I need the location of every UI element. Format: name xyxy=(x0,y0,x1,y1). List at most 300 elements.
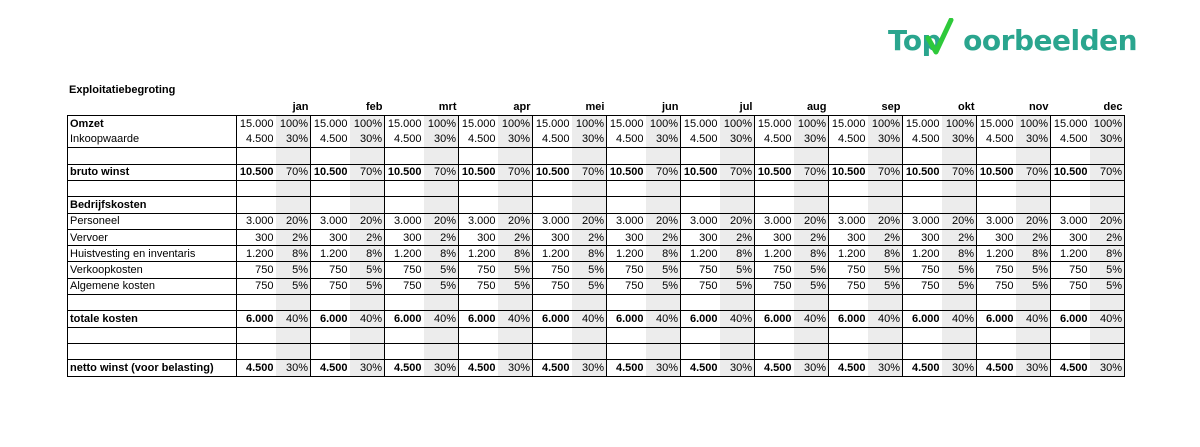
percent-cell: 20% xyxy=(572,213,607,229)
amount-cell: 6.000 xyxy=(385,311,424,327)
amount-cell xyxy=(755,327,794,343)
percent-cell: 2% xyxy=(498,229,533,245)
table-row xyxy=(68,229,1125,245)
amount-cell xyxy=(903,295,942,311)
row-label: totale kosten xyxy=(68,311,237,327)
percent-cell xyxy=(424,148,459,164)
percent-cell: 30% xyxy=(794,132,829,148)
amount-cell xyxy=(311,148,350,164)
amount-cell xyxy=(607,343,646,359)
amount-cell: 4.500 xyxy=(1051,360,1090,376)
amount-cell: 300 xyxy=(237,229,276,245)
percent-cell: 5% xyxy=(942,278,977,294)
percent-cell xyxy=(720,180,755,196)
amount-cell: 4.500 xyxy=(911,133,940,146)
percent-cell: 100% xyxy=(1016,115,1051,131)
percent-cell: 70% xyxy=(350,164,385,180)
amount-cell xyxy=(903,197,942,213)
row-label: Huistvesting en inventaris xyxy=(68,246,237,262)
percent-cell: 30% xyxy=(350,360,385,376)
percent-cell: 30% xyxy=(1090,360,1125,376)
percent-cell xyxy=(498,295,533,311)
percent-cell: 40% xyxy=(720,311,755,327)
amount-cell: 4.500 xyxy=(615,133,644,146)
amount-cell xyxy=(903,327,942,343)
amount-cell: 750 xyxy=(607,278,646,294)
checkmark-icon xyxy=(924,18,954,58)
amount-cell: 4.500 xyxy=(977,360,1016,376)
percent-cell xyxy=(572,148,607,164)
percent-cell xyxy=(498,180,533,196)
amount-cell xyxy=(533,180,572,196)
amount-cell xyxy=(681,343,720,359)
percent-cell: 8% xyxy=(424,246,459,262)
amount-cell: 4.500 xyxy=(903,360,942,376)
percent-cell xyxy=(1090,197,1125,213)
amount-cell: 1.200 xyxy=(977,246,1016,262)
amount-cell xyxy=(237,197,276,213)
percent-cell xyxy=(276,197,311,213)
amount-cell xyxy=(533,148,572,164)
sheet-title: Exploitatiebegroting xyxy=(69,84,176,96)
table-row xyxy=(68,132,1125,148)
percent-cell xyxy=(572,327,607,343)
percent-cell: 8% xyxy=(868,246,903,262)
percent-cell xyxy=(794,343,829,359)
percent-cell xyxy=(498,148,533,164)
amount-cell: 10.500 xyxy=(237,164,276,180)
amount-cell xyxy=(977,148,1016,164)
percent-cell: 2% xyxy=(276,229,311,245)
percent-cell xyxy=(794,148,829,164)
percent-cell: 70% xyxy=(868,164,903,180)
percent-cell xyxy=(498,197,533,213)
percent-cell: 2% xyxy=(942,229,977,245)
amount-cell xyxy=(385,180,424,196)
amount-cell xyxy=(829,180,868,196)
amount-cell xyxy=(533,343,572,359)
percent-cell xyxy=(350,148,385,164)
percent-cell: 20% xyxy=(720,213,755,229)
amount-cell: 15.000 xyxy=(829,115,868,131)
percent-cell: 5% xyxy=(1016,278,1051,294)
percent-cell xyxy=(720,197,755,213)
percent-cell xyxy=(868,295,903,311)
percent-cell: 5% xyxy=(794,278,829,294)
amount-cell: 750 xyxy=(903,262,942,278)
amount-cell: 750 xyxy=(311,262,350,278)
percent-cell xyxy=(276,295,311,311)
amount-cell: 6.000 xyxy=(237,311,276,327)
amount-cell xyxy=(459,295,498,311)
percent-cell: 30% xyxy=(646,132,681,148)
percent-cell: 70% xyxy=(646,164,681,180)
amount-cell: 6.000 xyxy=(533,311,572,327)
percent-cell xyxy=(350,295,385,311)
amount-cell: 1.200 xyxy=(1051,246,1090,262)
percent-cell: 40% xyxy=(1090,311,1125,327)
amount-cell xyxy=(607,180,646,196)
amount-cell: 750 xyxy=(459,278,498,294)
amount-cell: 4.500 xyxy=(541,133,570,146)
month-header: feb xyxy=(366,100,383,113)
percent-cell xyxy=(276,327,311,343)
amount-cell: 4.500 xyxy=(985,133,1014,146)
percent-cell: 40% xyxy=(572,311,607,327)
percent-cell xyxy=(868,327,903,343)
amount-cell: 4.500 xyxy=(311,360,350,376)
percent-cell xyxy=(350,327,385,343)
percent-cell xyxy=(720,327,755,343)
amount-cell: 1.200 xyxy=(237,246,276,262)
percent-cell: 30% xyxy=(942,132,977,148)
percent-cell: 2% xyxy=(350,229,385,245)
percent-cell xyxy=(276,148,311,164)
amount-cell: 6.000 xyxy=(681,311,720,327)
percent-cell: 5% xyxy=(868,262,903,278)
table-row xyxy=(68,295,1125,311)
percent-cell: 5% xyxy=(350,262,385,278)
percent-cell: 5% xyxy=(276,278,311,294)
amount-cell xyxy=(311,343,350,359)
percent-cell xyxy=(424,295,459,311)
percent-cell: 30% xyxy=(720,132,755,148)
amount-cell: 750 xyxy=(681,278,720,294)
percent-cell: 40% xyxy=(276,311,311,327)
amount-cell xyxy=(385,295,424,311)
amount-cell: 3.000 xyxy=(681,213,720,229)
amount-cell xyxy=(829,197,868,213)
month-header: aug xyxy=(806,100,827,113)
amount-cell: 6.000 xyxy=(1051,311,1090,327)
amount-cell: 15.000 xyxy=(237,115,276,131)
percent-cell: 20% xyxy=(868,213,903,229)
amount-cell: 6.000 xyxy=(829,311,868,327)
percent-cell: 100% xyxy=(276,115,311,131)
percent-cell: 40% xyxy=(646,311,681,327)
percent-cell: 100% xyxy=(794,115,829,131)
amount-cell: 750 xyxy=(903,278,942,294)
percent-cell xyxy=(646,148,681,164)
percent-cell: 5% xyxy=(424,262,459,278)
percent-cell: 5% xyxy=(646,262,681,278)
percent-cell: 8% xyxy=(794,246,829,262)
amount-cell xyxy=(977,327,1016,343)
amount-cell xyxy=(607,148,646,164)
amount-cell xyxy=(533,327,572,343)
amount-cell: 750 xyxy=(385,278,424,294)
percent-cell xyxy=(350,197,385,213)
percent-cell xyxy=(942,327,977,343)
percent-cell: 30% xyxy=(868,132,903,148)
amount-cell xyxy=(1051,180,1090,196)
amount-cell xyxy=(459,180,498,196)
percent-cell: 8% xyxy=(572,246,607,262)
amount-cell xyxy=(755,180,794,196)
percent-cell xyxy=(1016,327,1051,343)
table-row xyxy=(68,246,1125,262)
amount-cell: 10.500 xyxy=(607,164,646,180)
percent-cell: 20% xyxy=(942,213,977,229)
row-label xyxy=(68,343,237,359)
amount-cell: 750 xyxy=(977,278,1016,294)
percent-cell xyxy=(350,343,385,359)
percent-cell: 100% xyxy=(498,115,533,131)
amount-cell: 4.500 xyxy=(607,360,646,376)
percent-cell xyxy=(1016,148,1051,164)
table-row xyxy=(68,197,1125,213)
amount-cell: 3.000 xyxy=(829,213,868,229)
amount-cell xyxy=(237,343,276,359)
percent-cell xyxy=(646,295,681,311)
percent-cell xyxy=(1090,327,1125,343)
percent-cell xyxy=(646,343,681,359)
percent-cell: 20% xyxy=(498,213,533,229)
percent-cell: 100% xyxy=(1090,115,1125,131)
percent-cell: 2% xyxy=(1016,229,1051,245)
percent-cell xyxy=(942,197,977,213)
amount-cell: 1.200 xyxy=(607,246,646,262)
percent-cell xyxy=(794,197,829,213)
percent-cell: 5% xyxy=(942,262,977,278)
percent-cell: 5% xyxy=(276,262,311,278)
amount-cell: 300 xyxy=(607,229,646,245)
table-row xyxy=(68,343,1125,359)
amount-cell: 300 xyxy=(1051,229,1090,245)
percent-cell: 5% xyxy=(572,278,607,294)
amount-cell xyxy=(829,148,868,164)
percent-cell xyxy=(572,180,607,196)
percent-cell: 40% xyxy=(350,311,385,327)
percent-cell: 8% xyxy=(720,246,755,262)
percent-cell: 100% xyxy=(424,115,459,131)
percent-cell xyxy=(1016,343,1051,359)
percent-cell: 2% xyxy=(720,229,755,245)
percent-cell: 100% xyxy=(720,115,755,131)
amount-cell: 1.200 xyxy=(385,246,424,262)
amount-cell: 10.500 xyxy=(459,164,498,180)
percent-cell xyxy=(350,180,385,196)
percent-cell: 20% xyxy=(276,213,311,229)
percent-cell: 8% xyxy=(1090,246,1125,262)
amount-cell xyxy=(533,295,572,311)
percent-cell xyxy=(794,327,829,343)
table-row xyxy=(68,115,1125,131)
percent-cell: 5% xyxy=(646,278,681,294)
percent-cell: 40% xyxy=(942,311,977,327)
amount-cell: 10.500 xyxy=(977,164,1016,180)
percent-cell: 5% xyxy=(350,278,385,294)
amount-cell xyxy=(755,197,794,213)
amount-cell: 10.500 xyxy=(311,164,350,180)
amount-cell xyxy=(237,327,276,343)
month-header: mei xyxy=(585,100,605,113)
percent-cell: 5% xyxy=(498,278,533,294)
amount-cell: 4.500 xyxy=(533,360,572,376)
amount-cell xyxy=(311,180,350,196)
logo-text-rest: oorbeelden xyxy=(963,24,1138,57)
row-label: Omzet xyxy=(68,115,237,131)
percent-cell xyxy=(720,295,755,311)
table-row xyxy=(68,148,1125,164)
amount-cell xyxy=(385,343,424,359)
amount-cell xyxy=(607,295,646,311)
percent-cell: 30% xyxy=(794,360,829,376)
percent-cell xyxy=(794,180,829,196)
amount-cell xyxy=(607,197,646,213)
amount-cell xyxy=(385,197,424,213)
percent-cell: 30% xyxy=(868,360,903,376)
amount-cell xyxy=(237,180,276,196)
table-row xyxy=(68,311,1125,327)
amount-cell: 10.500 xyxy=(1051,164,1090,180)
amount-cell: 4.500 xyxy=(755,360,794,376)
percent-cell: 30% xyxy=(942,360,977,376)
amount-cell xyxy=(977,295,1016,311)
amount-cell: 300 xyxy=(385,229,424,245)
percent-cell: 8% xyxy=(1016,246,1051,262)
amount-cell: 15.000 xyxy=(977,115,1016,131)
amount-cell: 15.000 xyxy=(903,115,942,131)
percent-cell xyxy=(276,180,311,196)
amount-cell: 6.000 xyxy=(459,311,498,327)
percent-cell: 5% xyxy=(720,262,755,278)
percent-cell: 30% xyxy=(572,132,607,148)
amount-cell: 3.000 xyxy=(977,213,1016,229)
row-label xyxy=(68,148,237,164)
amount-cell: 10.500 xyxy=(681,164,720,180)
amount-cell xyxy=(681,148,720,164)
amount-cell xyxy=(1051,343,1090,359)
percent-cell xyxy=(498,343,533,359)
amount-cell: 4.500 xyxy=(237,360,276,376)
month-header: jul xyxy=(739,100,753,113)
table-row xyxy=(68,327,1125,343)
month-header: jan xyxy=(292,100,309,113)
percent-cell xyxy=(720,343,755,359)
amount-cell xyxy=(311,327,350,343)
month-header: jun xyxy=(662,100,679,113)
percent-cell: 5% xyxy=(1090,278,1125,294)
amount-cell: 4.500 xyxy=(245,133,274,146)
percent-cell: 8% xyxy=(350,246,385,262)
amount-cell xyxy=(681,327,720,343)
amount-cell xyxy=(681,197,720,213)
table-row xyxy=(68,164,1125,180)
amount-cell: 6.000 xyxy=(755,311,794,327)
percent-cell: 20% xyxy=(794,213,829,229)
amount-cell: 3.000 xyxy=(533,213,572,229)
percent-cell: 30% xyxy=(276,360,311,376)
amount-cell: 750 xyxy=(311,278,350,294)
amount-cell: 3.000 xyxy=(385,213,424,229)
amount-cell: 3.000 xyxy=(607,213,646,229)
percent-cell: 5% xyxy=(794,262,829,278)
percent-cell: 40% xyxy=(868,311,903,327)
amount-cell: 6.000 xyxy=(903,311,942,327)
percent-cell xyxy=(424,180,459,196)
percent-cell xyxy=(424,197,459,213)
percent-cell: 30% xyxy=(646,360,681,376)
amount-cell: 3.000 xyxy=(237,213,276,229)
percent-cell: 30% xyxy=(350,132,385,148)
percent-cell: 20% xyxy=(646,213,681,229)
amount-cell xyxy=(237,295,276,311)
percent-cell xyxy=(942,295,977,311)
amount-cell: 3.000 xyxy=(903,213,942,229)
amount-cell: 4.500 xyxy=(689,133,718,146)
amount-cell: 4.500 xyxy=(385,360,424,376)
amount-cell: 750 xyxy=(1051,278,1090,294)
amount-cell xyxy=(977,343,1016,359)
amount-cell: 1.200 xyxy=(311,246,350,262)
percent-cell xyxy=(868,197,903,213)
amount-cell: 750 xyxy=(237,278,276,294)
percent-cell: 5% xyxy=(1090,262,1125,278)
amount-cell: 750 xyxy=(829,262,868,278)
percent-cell xyxy=(276,343,311,359)
percent-cell: 70% xyxy=(1016,164,1051,180)
amount-cell: 750 xyxy=(977,262,1016,278)
percent-cell xyxy=(1016,197,1051,213)
percent-cell: 30% xyxy=(572,360,607,376)
amount-cell: 4.500 xyxy=(829,360,868,376)
amount-cell: 750 xyxy=(829,278,868,294)
percent-cell: 8% xyxy=(942,246,977,262)
percent-cell xyxy=(424,327,459,343)
percent-cell: 30% xyxy=(498,360,533,376)
percent-cell: 30% xyxy=(1016,360,1051,376)
amount-cell: 15.000 xyxy=(681,115,720,131)
amount-cell xyxy=(385,148,424,164)
percent-cell xyxy=(646,327,681,343)
month-header-row xyxy=(68,99,1125,115)
percent-cell xyxy=(794,295,829,311)
percent-cell: 2% xyxy=(572,229,607,245)
amount-cell: 15.000 xyxy=(459,115,498,131)
amount-cell xyxy=(385,327,424,343)
amount-cell xyxy=(1051,148,1090,164)
percent-cell: 20% xyxy=(1016,213,1051,229)
percent-cell: 5% xyxy=(572,262,607,278)
amount-cell xyxy=(311,295,350,311)
percent-cell xyxy=(1090,295,1125,311)
amount-cell: 1.200 xyxy=(681,246,720,262)
amount-cell xyxy=(829,327,868,343)
percent-cell: 20% xyxy=(1090,213,1125,229)
amount-cell: 750 xyxy=(459,262,498,278)
amount-cell: 750 xyxy=(755,262,794,278)
amount-cell xyxy=(681,180,720,196)
amount-cell: 6.000 xyxy=(977,311,1016,327)
amount-cell: 3.000 xyxy=(755,213,794,229)
amount-cell: 15.000 xyxy=(1051,115,1090,131)
percent-cell xyxy=(868,148,903,164)
percent-cell: 20% xyxy=(350,213,385,229)
percent-cell: 70% xyxy=(720,164,755,180)
percent-cell xyxy=(572,295,607,311)
percent-cell xyxy=(646,197,681,213)
percent-cell xyxy=(1090,343,1125,359)
amount-cell: 3.000 xyxy=(311,213,350,229)
amount-cell: 10.500 xyxy=(533,164,572,180)
percent-cell: 2% xyxy=(868,229,903,245)
row-label: bruto winst xyxy=(68,164,237,180)
percent-cell: 5% xyxy=(868,278,903,294)
percent-cell: 100% xyxy=(646,115,681,131)
amount-cell xyxy=(755,343,794,359)
amount-cell: 1.200 xyxy=(829,246,868,262)
